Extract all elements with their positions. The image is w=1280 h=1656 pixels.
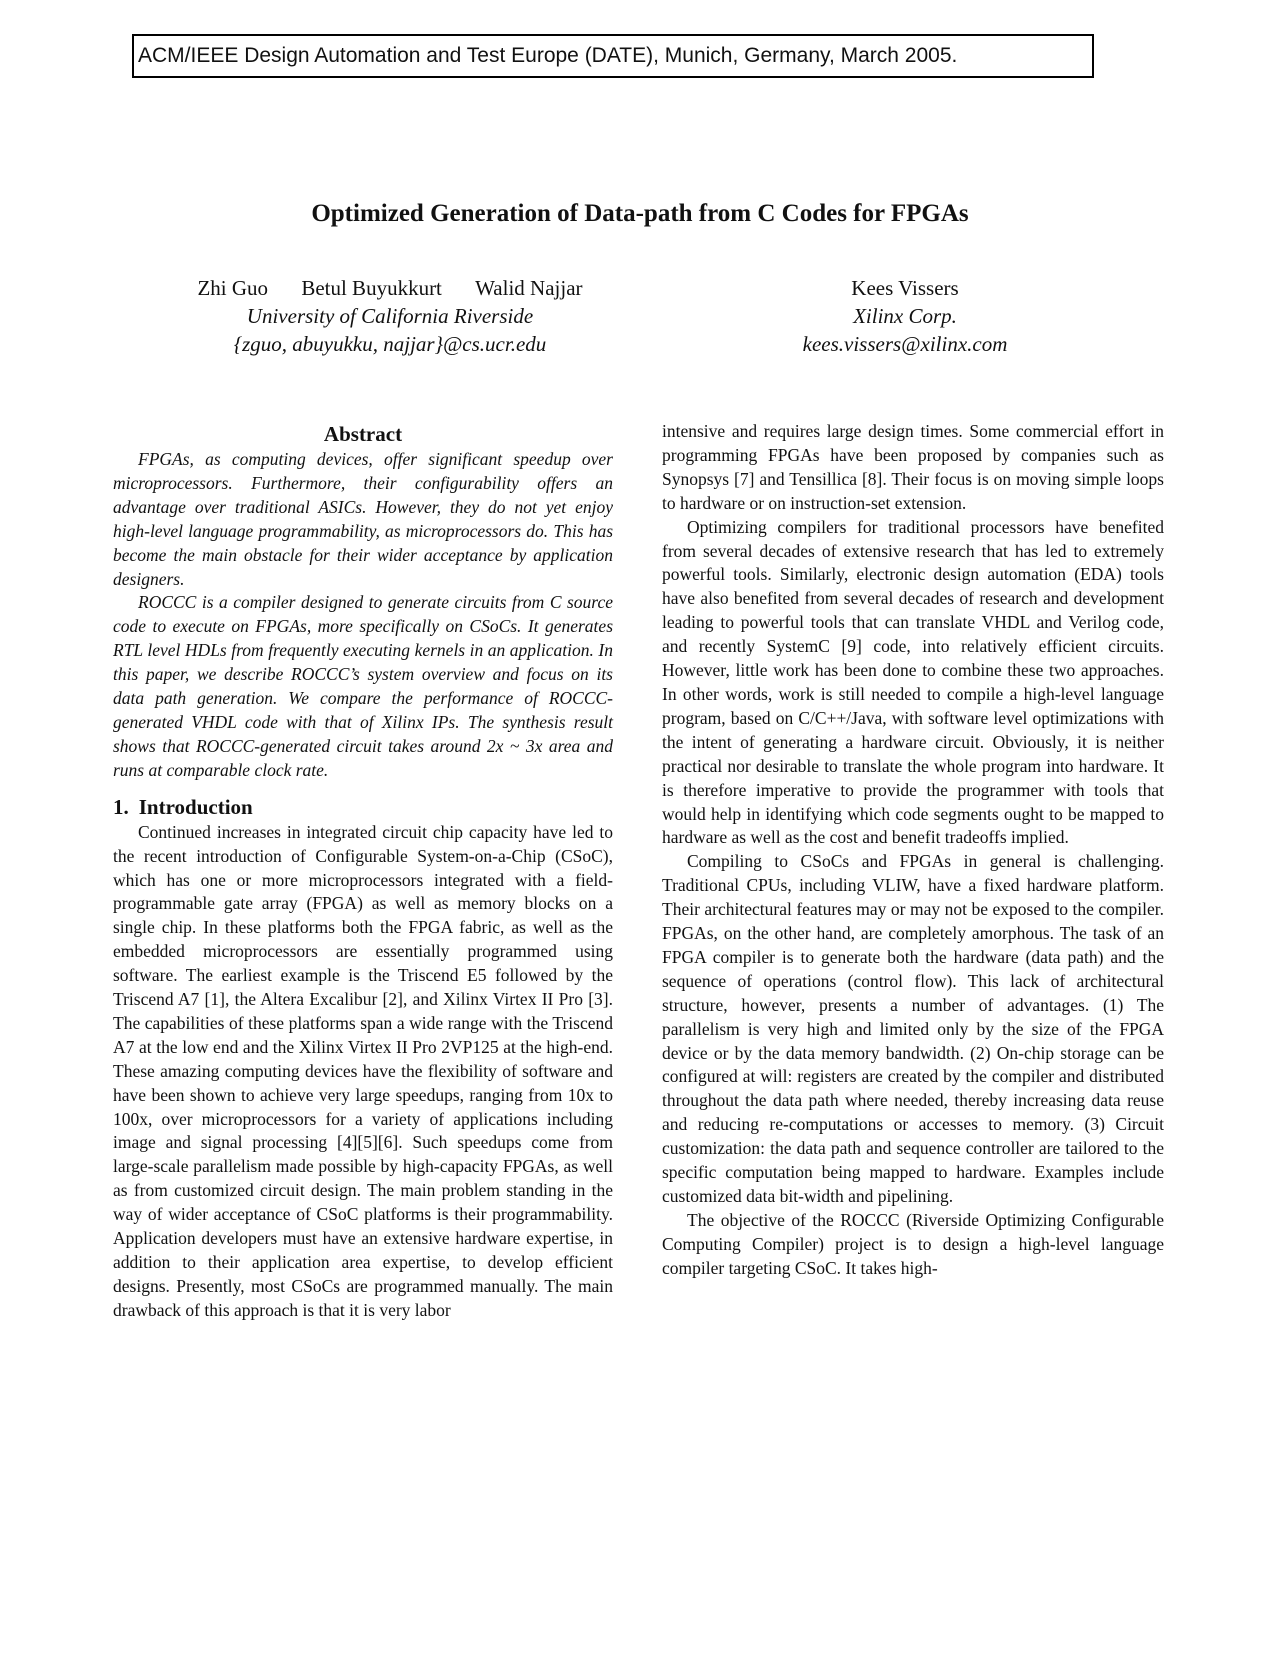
author-affiliation: Xilinx Corp. [853, 304, 957, 328]
section-title: Introduction [138, 794, 253, 819]
author-block-xilinx [740, 274, 1070, 358]
author-names [130, 274, 650, 302]
author-affiliation: University of California Riverside [246, 304, 534, 328]
author-name: Betul Buyukkurt [301, 276, 442, 300]
venue-header: ACM/IEEE Design Automation and Test Europe (DATE), Munich, Germany, March 2005. [132, 34, 1094, 78]
author-block-ucr [130, 274, 650, 358]
body-paragraph: Optimizing compilers for traditional processors have benefited from several decades of extensive research that has led to extremely powerful tools. Similarly, electronic design automation (EDA) tools have also benefited from several decades of research and development leading to powerful tools that can translate VHDL and Verilog code, and recently SystemC [9] code, into relatively efficient circuits. However, little work has been done to combine these two approaches. In other words, work is still needed to compile a high-level language program, based on C/C++/Java, with software level optimizations with the intent of generating a hardware circuit. Obviously, it is neither practical nor desirable to translate the whole program into hardware. It is therefore imperative to provide the programmer with tools that would help in identifying which code segments ought to be mapped to hardware as well as the cost and benefit tradeoffs implied. [662, 516, 1164, 848]
paper-title: Optimized Generation of Data-path from C Codes for FPGAs [311, 200, 969, 227]
body-paragraph: Continued increases in integrated circuit chip capacity have led to the recent introduction of Configurable System-on-a-Chip (CSoC), which has one or more microprocessors integrated with a field-programmable gate array (FPGA) as well as memory blocks on a single chip. In these platforms both the FPGA fabric, as well as the embedded microprocessors are essentially programmed using software. The earliest example is the Triscend E5 followed by the Triscend A7 [1], the Altera Excalibur [2], and Xilinx Virtex II Pro [3]. The capabilities of these platforms span a wide range with the Triscend A7 at the low end and the Xilinx Virtex II Pro 2VP125 at the high-end. These amazing computing devices have the flexibility of software and have been shown to achieve very large speedups, ranging from 10x to 100x, over microprocessors for a variety of applications including image and signal processing [4][5][6]. Such speedups come from large-scale parallelism made possible by high-capacity FPGAs, as well as from customized circuit design. The main problem standing in the way of wider acceptance of CSoC platforms is their programmability. Application developers must have an extensive hardware expertise, in addition to their application area expertise, to develop efficient designs. Presently, most CSoCs are programmed manually. The main drawback of this approach is that it is very labor [113, 821, 613, 1320]
abstract-paragraph: ROCCC is a compiler designed to generate circuits from C source code to execute on FPGAs, more specifically on CSoCs. It generates RTL level HDLs from frequently executing kernels in an application. In this paper, we describe ROCCC’s system overview and focus on its data path generation. We compare the performance of ROCCC-generated VHDL code with that of Xilinx IPs. The synthesis result shows that ROCCC-generated circuit takes around 2x ~ 3x area and runs at comparable clock rate. [113, 592, 613, 780]
left-column [113, 420, 613, 1323]
body-paragraph: Compiling to CSoCs and FPGAs in general is challenging. Traditional CPUs, including VLIW, have a fixed hardware platform. Their architectural features may or may not be exposed to the compiler. FPGAs, on the other hand, are completely amorphous. The task of an FPGA compiler is to generate both the hardware (data path) and the sequence of operations (control flow). This lack of architectural structure, however, presents a number of advantages. (1) The parallelism is very high and limited only by the size of the FPGA device or by the data memory bandwidth. (2) On-chip storage can be configured at will: registers are created by the compiler and distributed throughout the data path where needed, thereby increasing data reuse and reducing re-computations or accesses to memory. (3) Circuit customization: the data path and sequence controller are tailored to the specific computation being mapped to hardware. Examples include customized data bit-width and pipelining. [662, 851, 1164, 1206]
right-column [662, 420, 1164, 1281]
author-names [740, 274, 1070, 302]
author-name: Walid Najjar [475, 276, 583, 300]
section-heading-introduction [113, 793, 613, 821]
body-paragraph: The objective of the ROCCC (Riverside Optimizing Configurable Computing Compiler) project is to design a high-level language compiler targeting CSoC. It takes high- [662, 1209, 1164, 1278]
section-number: 1. [113, 794, 129, 819]
author-name: Kees Vissers [851, 276, 959, 300]
author-name: Zhi Guo [197, 276, 269, 300]
abstract-paragraph: FPGAs, as computing devices, offer significant speedup over microprocessors. Furthermore, their configurability offers an advantage over traditional ASICs. However, they do not yet enjoy high-level language programmability, as microprocessors do. This has become the main obstacle for their wider acceptance by application designers. [113, 449, 613, 589]
author-email: {zguo, abuyukku, najjar}@cs.ucr.edu [233, 332, 547, 356]
abstract-heading: Abstract [323, 422, 403, 446]
body-paragraph: intensive and requires large design times. Some commercial effort in programming FPGAs have been proposed by companies such as Synopsys [7] and Tensillica [8]. Their focus is on moving simple loops to hardware or on instruction-set extension. [662, 421, 1164, 513]
author-email: kees.vissers@xilinx.com [802, 332, 1008, 356]
